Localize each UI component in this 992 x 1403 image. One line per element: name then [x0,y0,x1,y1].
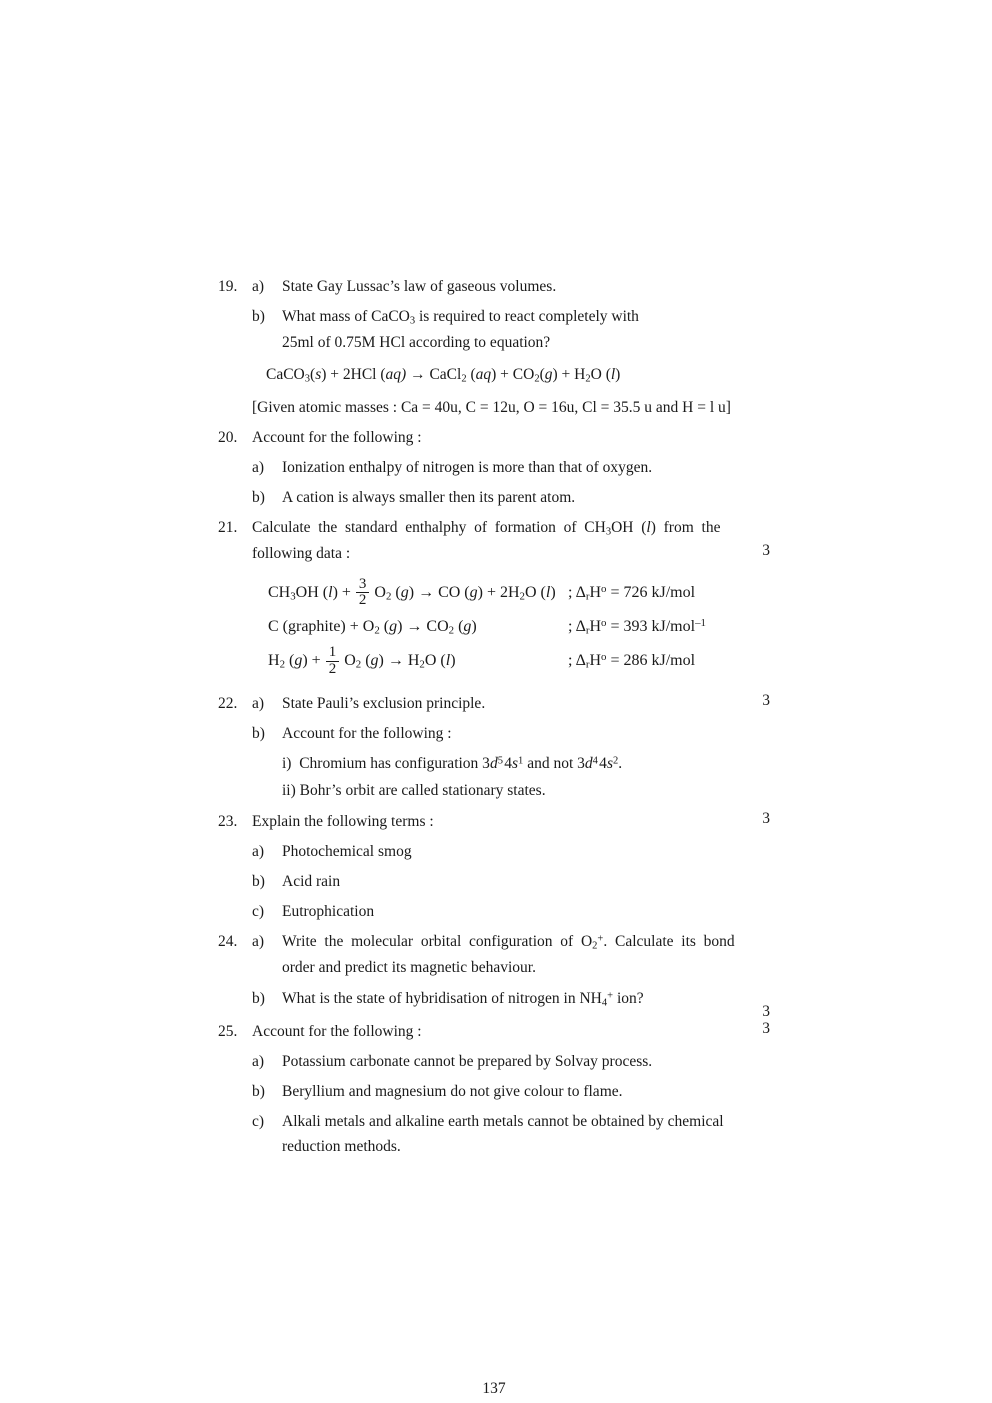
question-list [218,275,770,1397]
question-24-part-b-marks: 3 [762,1003,770,1021]
question-22-part-a-label: a) [252,694,265,712]
question-25-part-c-line2: reduction methods. [282,1138,401,1156]
question-23-part-a-text: Photochemical smog [282,843,412,861]
question-22-number: 22. [218,694,238,712]
question-19-part-b-label: b) [252,308,265,326]
question-25-part-b-label: b) [252,1083,265,1101]
question-25-part-c-text [282,1110,770,1160]
question-21-equation-3 [268,645,770,678]
question-22-item-i: i) Chromium has configuration $3d^5$ $4s^1$ and not $3d^4$ $4s^2$. [282,754,623,772]
question-25-part-a [252,1050,770,1074]
question-20 [218,426,770,450]
question-20-part-b [252,486,770,510]
question-21-equation-3-left: $H_2$ (g) + $\frac{1}{2}$ $O_2$ $(g) \to H_2O$ (l) [268,644,456,677]
question-24-part-b-label: b) [252,990,265,1008]
question-24-part-a [252,930,770,981]
question-19-part-a-text: State Gay Lussac’s law of gaseous volumes. [282,278,557,295]
question-25-part-c-label: c) [252,1113,265,1131]
question-21-marks: 3 [762,541,770,559]
question-25-part-c [252,1110,770,1160]
question-25-number: 25. [218,1023,238,1041]
question-21-stem: Calculate the standard enthalphy of formation of $CH_3OH$ (l) from the following data : [252,518,721,562]
question-19-part-b [252,305,770,356]
question-23 [218,810,770,834]
question-21-equation-2-left: C (graphite) + $O_2$ $(g) \to CO_2$ (g) [268,618,477,637]
question-20-parts [252,456,770,510]
question-25-part-a-label: a) [252,1053,265,1071]
question-21-equation-1-right: ; $\Delta_rH^o = 726$ kJ/mol [568,583,696,603]
question-25-part-b [252,1080,770,1104]
question-21-equations [218,577,770,678]
question-19-equation: CaCO$_3$(s) + 2HCl (aq) → CaCl$_2$ $(aq) + CO_2(g) + H_2O$ (l) [266,366,621,385]
question-23-part-c [252,900,770,924]
question-19-part-a [252,275,770,299]
question-24 [218,930,770,1021]
question-22-body [252,692,770,748]
question-22-part-b [252,722,770,746]
question-25 [218,1020,770,1044]
question-24-part-b-text: What is the state of hybridisation of nitrogen in $NH_4^+$ ion? [282,990,644,1009]
question-19-part-a-label: a) [252,278,265,295]
question-20-part-b-text: A cation is always smaller then its parent atom. [282,488,576,506]
question-23-part-b-label: b) [252,873,265,891]
question-22-part-b-text: Account for the following : [282,724,452,742]
question-23-parts [252,840,770,924]
question-21-equation-2-right: ; $\Delta_rH^o = 393$ kJ/mol$^{-1}$ [568,617,706,637]
question-23-part-c-label: c) [252,903,265,921]
question-22-part-b-label: b) [252,724,265,742]
question-25-parts [252,1050,770,1160]
fraction-one-half: $\frac{1}{2}$ [326,645,340,678]
question-22-part-a-text: State Pauli’s exclusion principle. [282,694,486,712]
question-22-part-a [252,692,770,716]
fraction-three-halves: $\frac{3}{2}$ [356,577,370,610]
question-24-part-b [252,987,770,1012]
question-23-part-b-text: Acid rain [282,873,341,891]
question-24-part-a-label: a) [252,933,265,951]
question-23-number: 23. [218,813,238,831]
question-25-part-c-line1: Alkali metals and alkaline earth metals cannot be obtained by chemical [282,1113,724,1131]
question-19-part-b-text: What mass of CaCO$_3$ is required to react completely with 25ml of 0.75M HCl according to equation? [282,308,639,351]
question-22-marks: 3 [762,691,770,709]
question-25-part-a-text: Potassium carbonate cannot be prepared by Solvay process. [282,1053,653,1071]
question-23-part-a-label: a) [252,843,265,861]
question-23-part-a [252,840,770,864]
question-23-marks: 3 [762,810,770,828]
question-22 [218,692,770,748]
question-21 [218,516,770,567]
question-25-stem: Account for the following : [252,1023,422,1041]
question-19 [218,275,770,358]
question-19-number: 19. [218,278,238,295]
question-20-part-a-label: a) [252,458,265,476]
question-20-part-b-label: b) [252,488,265,506]
question-20-part-a [252,456,770,480]
question-25-part-b-text: Beryllium and magnesium do not give colour to flame. [282,1083,623,1101]
page-number: 137 [482,1380,506,1397]
question-21-number: 21. [218,518,238,536]
question-21-equation-3-right: ; $\Delta_rH^o = 286$ kJ/mol [568,651,696,672]
question-23-part-c-text: Eutrophication [282,903,375,921]
question-24-body [252,930,770,1014]
question-23-stem: Explain the following terms : [252,813,434,831]
question-19-given-data: [Given atomic masses : Ca = 40u, C = 12u, O = 16u, Cl = 35.5 u and H = l u] [252,398,731,416]
question-25-marks: 3 [762,1020,770,1038]
question-21-equation-1-left: $CH_3OH$ (l) + $\frac{3}{2}$ $O_2$ (g) → CO $(g) + 2H_2O$ (l) [268,575,556,609]
question-19-body [252,275,770,358]
question-20-number: 20. [218,428,238,446]
question-21-equation-1 [268,577,770,610]
question-22-item-ii: ii) Bohr’s orbit are called stationary states. [282,781,546,799]
question-24-number: 24. [218,933,238,951]
question-21-equation-2 [268,615,770,639]
question-23-part-b [252,870,770,894]
question-20-stem: Account for the following : [252,428,422,446]
question-20-part-a-text: Ionization enthalpy of nitrogen is more than that of oxygen. [282,458,653,476]
question-24-part-a-text: Write the molecular orbital configuration of $O_2^+$. Calculate its bond order and predict its magnetic behaviour. [282,933,735,977]
